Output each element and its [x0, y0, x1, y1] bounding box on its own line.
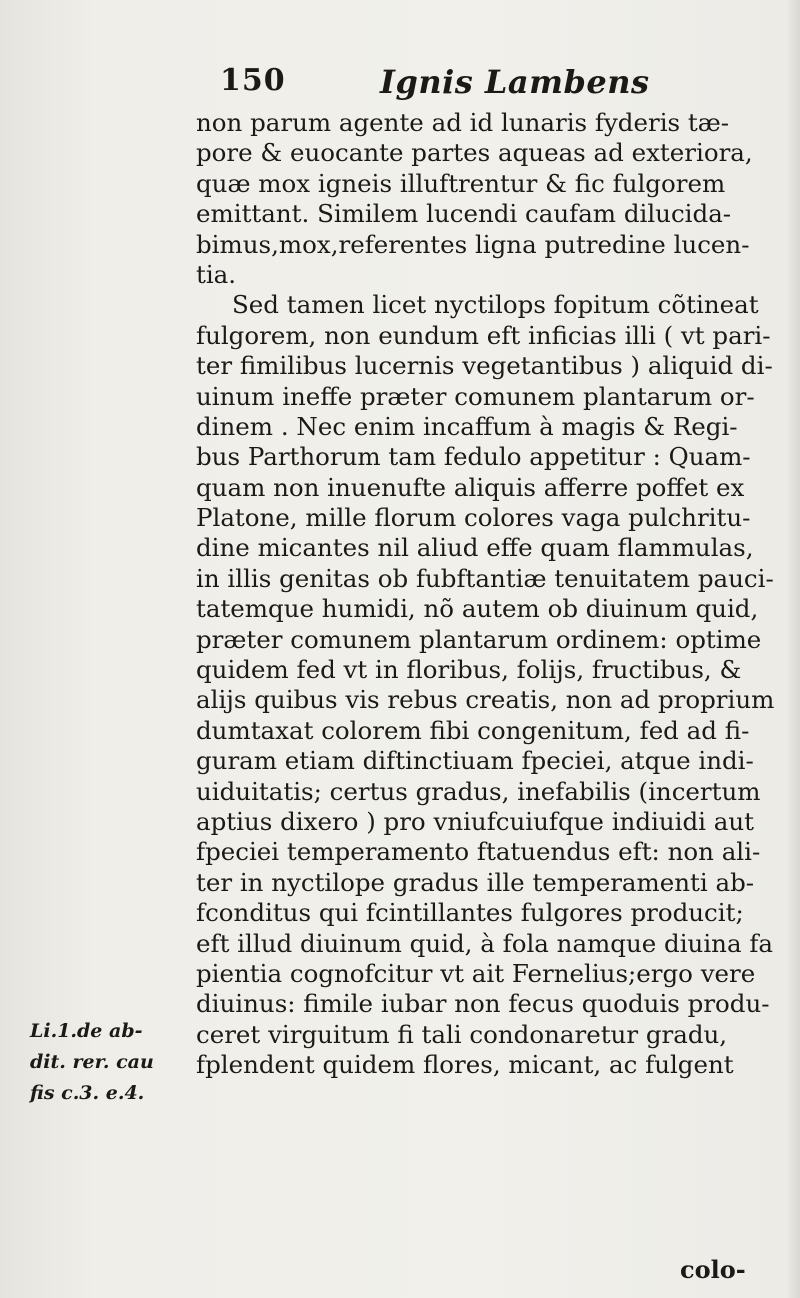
page-header — [0, 55, 800, 103]
text-line: uinum ineffe præter comunem plantarum or- — [196, 381, 755, 411]
catchword: colo- — [680, 1255, 746, 1284]
text-line: ter fimilibus lucernis vegetantibus ) aliquid di- — [196, 351, 773, 381]
text-line: uiduitatis; certus gradus, inefabilis (incertum — [196, 776, 761, 806]
text-line: fconditus qui fcintillantes fulgores producit; — [196, 898, 744, 928]
text-line: eft illud diuinum quid, à fola namque diuina fa — [196, 928, 774, 958]
text-line: quidem fed vt in floribus, folijs, fructibus, & — [196, 655, 742, 685]
text-line: tatemque humidi, nõ autem ob diuinum quid, — [196, 594, 759, 624]
text-line: fpeciei temperamento ftatuendus eft: non ali- — [196, 837, 761, 867]
text-line: Platone, mille florum colores vaga pulchritu- — [196, 503, 751, 533]
margin-note-line: dit. rer. cau — [30, 1051, 154, 1073]
text-line: quam non inuenufte aliquis afferre poffet ex — [196, 472, 745, 502]
text-line: præter comunem plantarum ordinem: optime — [196, 624, 762, 654]
text-line: diuinus: fimile iubar non fecus quoduis produ- — [196, 989, 770, 1019]
page-number: 150 — [220, 63, 286, 98]
text-line: fulgorem, non eundum eft inficias illi ( vt pari- — [196, 320, 771, 350]
text-line: pientia cognofcitur vt ait Fernelius;ergo vere — [196, 958, 756, 988]
running-head: Ignis Lambens — [380, 63, 650, 101]
text-line: quæ mox igneis illuftrentur & fic fulgorem — [196, 168, 726, 198]
text-line: alijs quibus vis rebus creatis, non ad proprium — [196, 685, 775, 715]
text-line: dinem . Nec enim incaffum à magis & Regi- — [196, 411, 738, 441]
text-line: in illis genitas ob fubftantiæ tenuitatem pauci- — [196, 563, 774, 593]
text-line: bimus,mox,referentes ligna putredine lucen- — [196, 229, 750, 259]
text-line: non parum agente ad id lunaris fyderis tæ- — [196, 108, 730, 137]
text-line: pore & euocante partes aqueas ad exteriora, — [196, 138, 753, 168]
page-edge-shadow — [786, 0, 800, 1298]
text-line: Sed tamen licet nyctilops fopitum cõtineat — [232, 290, 759, 320]
text-line: emittant. Similem lucendi caufam dilucida- — [196, 199, 732, 229]
text-line: fplendent quidem flores, micant, ac fulgent — [196, 1050, 734, 1080]
margin-note — [30, 1016, 200, 1109]
text-line: guram etiam diftinctiuam fpeciei, atque indi- — [196, 746, 754, 776]
text-line: bus Parthorum tam fedulo appetitur : Quam- — [196, 442, 751, 472]
margin-note-line: Li.1.de ab- — [30, 1020, 143, 1042]
body-text — [196, 108, 776, 1081]
text-line: ter in nyctilope gradus ille temperamenti ab- — [196, 867, 755, 897]
text-line: aptius dixero ) pro vniufcuiufque indiuidi aut — [196, 806, 754, 836]
text-line: dumtaxat colorem fibi congenitum, fed ad fi- — [196, 715, 750, 745]
text-line: ceret virguitum fi tali condonaretur gradu, — [196, 1019, 728, 1049]
margin-note-line: fis c.3. e.4. — [30, 1082, 145, 1104]
text-line: tia. — [196, 259, 237, 289]
text-line: dine micantes nil aliud effe quam flammulas, — [196, 533, 754, 563]
